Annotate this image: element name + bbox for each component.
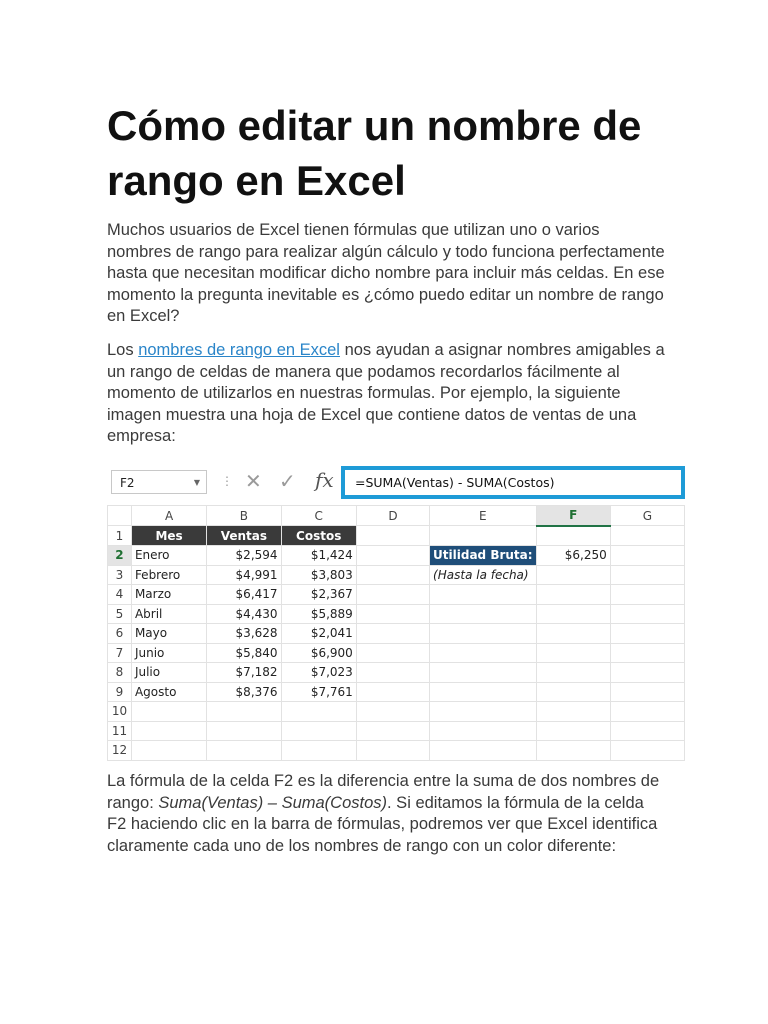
cell[interactable] [356,585,429,605]
table-row [108,624,685,644]
column-header-selected[interactable]: F [536,506,610,526]
cell[interactable] [536,682,610,702]
cell-mes[interactable]: Julio [131,663,206,683]
cell[interactable] [610,721,684,741]
cell[interactable] [356,643,429,663]
cell[interactable] [536,663,610,683]
cell[interactable] [610,526,684,546]
insert-function-icon[interactable]: fx [315,468,334,492]
row-header[interactable]: 12 [108,741,132,761]
formula-explanation-paragraph [107,771,667,857]
cell[interactable] [536,565,610,585]
name-box-value: F2 [120,476,135,490]
cell[interactable] [207,721,281,741]
enter-icon[interactable]: ✓ [279,469,296,493]
cell[interactable] [536,643,610,663]
cell-ventas[interactable]: $3,628 [207,624,281,644]
cell[interactable] [207,702,281,722]
cell[interactable] [536,585,610,605]
cell-mes[interactable]: Abril [131,604,206,624]
table-row [108,604,685,624]
cell[interactable] [131,702,206,722]
article-title: Cómo editar un nombre de rango en Excel [107,102,642,204]
cell[interactable] [430,585,537,605]
excel-screenshot [107,464,685,760]
cell[interactable] [610,585,684,605]
column-header[interactable]: C [281,506,356,526]
cell[interactable] [430,643,537,663]
formula-inline: Suma(Ventas) – Suma(Costos) [158,793,388,812]
row-header[interactable]: 3 [108,565,132,585]
cell-ventas[interactable]: $4,991 [207,565,281,585]
cell-mes[interactable]: Febrero [131,565,206,585]
cell[interactable] [430,682,537,702]
cell[interactable] [356,604,429,624]
cell-mes[interactable]: Mayo [131,624,206,644]
table-row [108,702,685,722]
cell-costos[interactable]: $7,761 [281,682,356,702]
table-row [108,565,685,585]
cell[interactable] [536,741,610,761]
cell[interactable] [430,663,537,683]
column-header[interactable]: B [207,506,281,526]
cell[interactable] [536,721,610,741]
row-header[interactable]: 8 [108,663,132,683]
cell[interactable] [356,682,429,702]
row-header[interactable]: 4 [108,585,132,605]
cell-costos[interactable]: $2,041 [281,624,356,644]
cell-ventas[interactable]: $4,430 [207,604,281,624]
select-all-corner[interactable] [108,506,132,526]
cell[interactable] [356,526,429,546]
cell[interactable] [207,741,281,761]
cell[interactable] [281,702,356,722]
cell[interactable] [430,624,537,644]
row-header[interactable]: 7 [108,643,132,663]
row-header[interactable]: 1 [108,526,132,546]
cell-costos[interactable]: $6,900 [281,643,356,663]
table-row [108,741,685,761]
p3-text-before: La fórmula de la celda F2 es la diferencia entre la suma de dos nombres de rango: [107,772,660,812]
name-box[interactable] [111,470,207,494]
active-cell-f2[interactable]: $6,250 [536,546,610,566]
cell[interactable] [610,663,684,683]
p3-text-after: . Si editamos la fórmula de la celda F2 haciendo clic en la barra de fórmulas, podremos ver que Excel identifica claramente cada uno de los nombres de rango con un color diferente: [107,793,658,855]
formula-bar-separator: ⋮ [221,474,233,488]
cell-costos[interactable]: $7,023 [281,663,356,683]
formula-bar[interactable]: =SUMA(Ventas) - SUMA(Costos) [341,466,685,499]
header-cell-ventas[interactable]: Ventas [207,526,281,546]
cell-costos[interactable]: $3,803 [281,565,356,585]
header-cell-costos[interactable]: Costos [281,526,356,546]
cell[interactable] [131,721,206,741]
table-row [108,546,685,566]
cell[interactable] [281,721,356,741]
cell[interactable] [536,702,610,722]
cell-mes[interactable]: Marzo [131,585,206,605]
cell[interactable] [430,721,537,741]
cell[interactable] [536,604,610,624]
utilidad-note-cell[interactable]: (Hasta la fecha) [430,565,537,585]
cell-ventas[interactable]: $7,182 [207,663,281,683]
cell[interactable] [430,526,537,546]
column-header[interactable]: A [131,506,206,526]
column-header[interactable]: E [430,506,537,526]
cell-ventas[interactable]: $6,417 [207,585,281,605]
cell-costos[interactable]: $1,424 [281,546,356,566]
cell[interactable] [356,721,429,741]
cell[interactable] [610,565,684,585]
cell-costos[interactable]: $5,889 [281,604,356,624]
column-header[interactable]: G [610,506,684,526]
cell-ventas[interactable]: $2,594 [207,546,281,566]
cell-ventas[interactable]: $5,840 [207,643,281,663]
cell[interactable] [430,741,537,761]
cell[interactable] [356,702,429,722]
cell-mes[interactable]: Agosto [131,682,206,702]
cell[interactable] [131,741,206,761]
header-cell-mes[interactable]: Mes [131,526,206,546]
cell-costos[interactable]: $2,367 [281,585,356,605]
table-row [108,721,685,741]
intro-paragraph: Muchos usuarios de Excel tienen fórmulas que utilizan uno o varios nombres de rango para realizar algún cálculo y todo funciona perfectamente hasta que necesitan modificar dicho nombre para incluir más celdas. En ese momento la pregunta inevitable es ¿cómo puedo editar un nombre de rango en Excel? [107,221,665,325]
row-header-selected[interactable]: 2 [108,546,132,566]
cell[interactable] [281,741,356,761]
row-header[interactable]: 5 [108,604,132,624]
cell[interactable] [356,663,429,683]
table-row [108,663,685,683]
utilidad-label-cell[interactable]: Utilidad Bruta: [430,546,537,566]
column-header-row [108,506,685,526]
cell[interactable] [356,741,429,761]
cell-mes[interactable]: Enero [131,546,206,566]
dropdown-arrow-icon[interactable]: ▼ [193,478,200,487]
cell[interactable] [610,643,684,663]
cell[interactable] [610,624,684,644]
row-header[interactable]: 6 [108,624,132,644]
cell[interactable] [610,604,684,624]
table-row [108,643,685,663]
cell[interactable] [356,624,429,644]
cancel-icon[interactable]: ✕ [245,469,262,493]
cell[interactable] [430,702,537,722]
spreadsheet-grid [107,505,685,761]
cell[interactable] [536,624,610,644]
cell[interactable] [610,702,684,722]
row-header[interactable]: 9 [108,682,132,702]
table-row [108,585,685,605]
cell[interactable] [610,741,684,761]
range-names-link[interactable]: nombres de rango en Excel [138,341,340,359]
cell-mes[interactable]: Junio [131,643,206,663]
cell[interactable] [536,526,610,546]
cell[interactable] [610,682,684,702]
cell[interactable] [356,565,429,585]
cell[interactable] [610,546,684,566]
row-header[interactable]: 11 [108,721,132,741]
row-header[interactable]: 10 [108,702,132,722]
range-names-paragraph [107,340,667,448]
column-header[interactable]: D [356,506,429,526]
table-row [108,682,685,702]
cell[interactable] [430,604,537,624]
p2-text-after: nos ayudan a asignar nombres amigables a un rango de celdas de manera que podamos recordarlos fácilmente al momento de utilizarlos en nuestras formulas. Por ejemplo, la siguiente imagen muestra una hoja de Excel que contiene datos de ventas de una empresa: [107,341,665,445]
table-row [108,526,685,546]
p2-text-before: Los [107,341,139,359]
cell-ventas[interactable]: $8,376 [207,682,281,702]
cell[interactable] [356,546,429,566]
